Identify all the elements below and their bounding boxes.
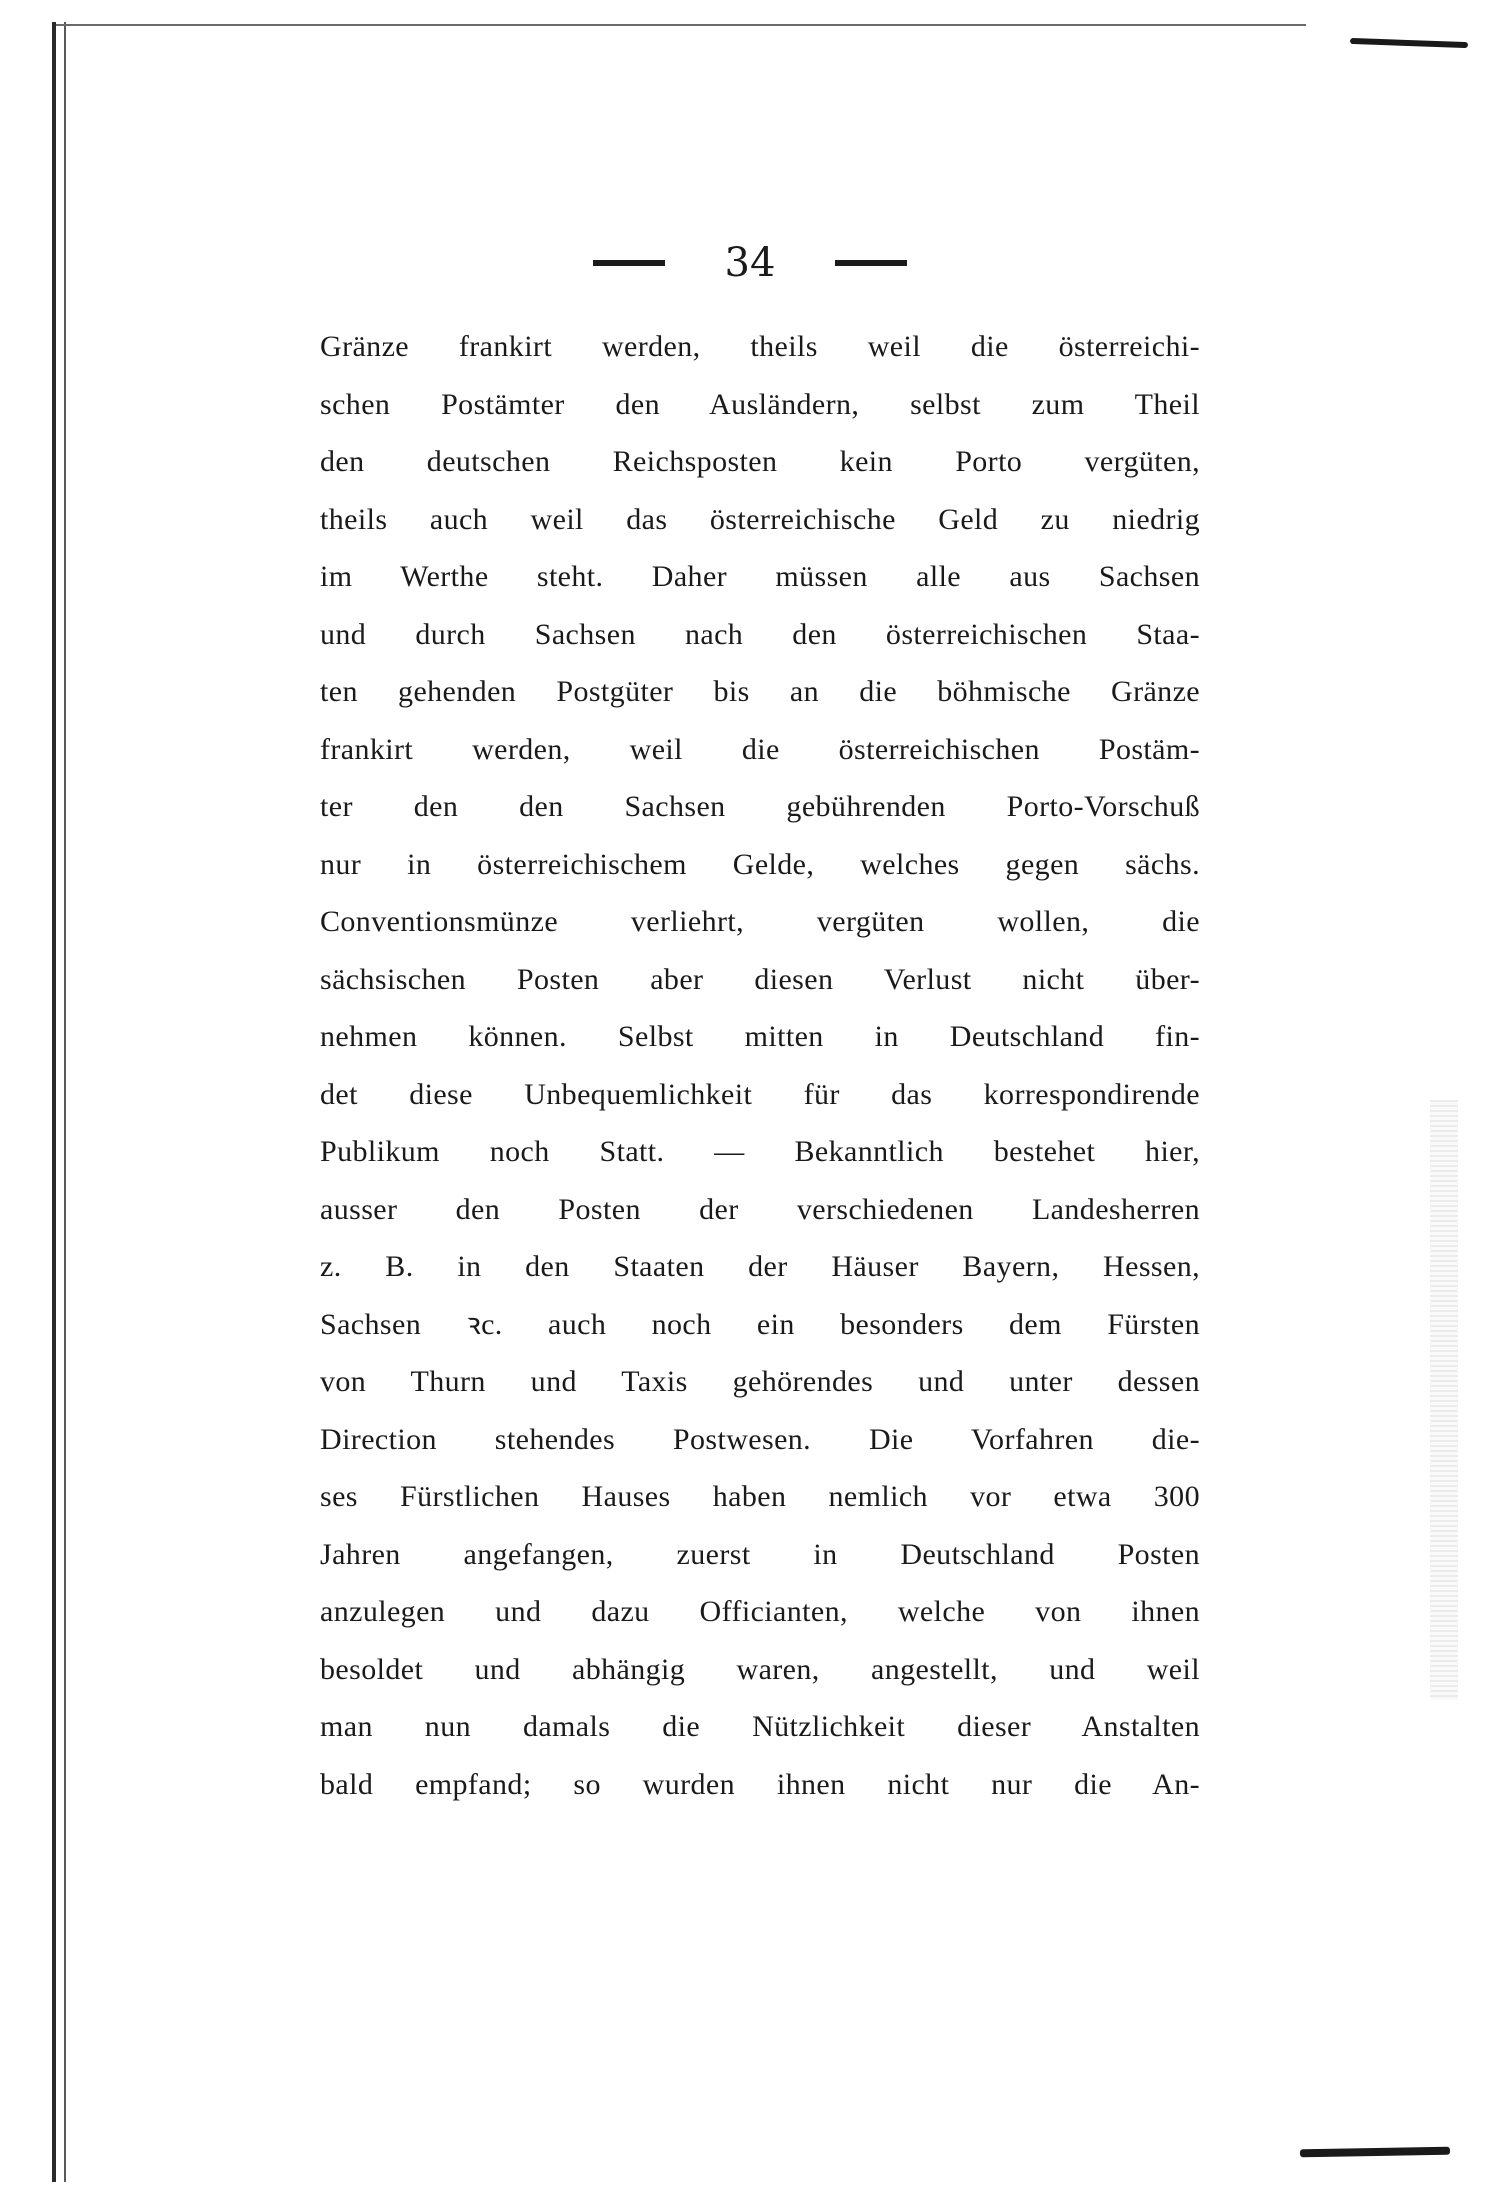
text-line: den deutschen Reichsposten kein Porto vergüten,: [320, 445, 1200, 478]
text-line: Direction stehendes Postwesen. Die Vorfahren die-: [320, 1422, 1200, 1456]
text-line: theils auch weil das österreichische Geld zu niedrig: [320, 502, 1200, 536]
text-line: Gränze frankirt werden, theils weil die österreichi-: [320, 330, 1200, 363]
text-line: Sachsen ꝛc. auch noch ein besonders dem Fürsten: [320, 1307, 1200, 1341]
page-header: [540, 228, 960, 298]
text-line: Conventionsmünze verliehrt, vergüten wollen, die: [320, 905, 1200, 938]
body-text: [320, 318, 1200, 1813]
header-dash-right: [835, 260, 907, 266]
text-line: bald empfand; so wurden ihnen nicht nur die An-: [320, 1767, 1200, 1801]
text-line: anzulegen und dazu Officianten, welche von ihnen: [320, 1595, 1200, 1628]
text-line: Publikum noch Statt. — Bekanntlich bestehet hier,: [320, 1135, 1200, 1168]
scan-noise-strip: [1430, 1100, 1458, 1700]
text-line: det diese Unbequemlichkeit für das korrespondirende: [320, 1077, 1200, 1111]
text-line: ses Fürstlichen Hauses haben nemlich vor etwa 300: [320, 1480, 1200, 1513]
text-line: besoldet und abhängig waren, angestellt, und weil: [320, 1652, 1200, 1686]
bottom-right-scan-mark: [1300, 2147, 1450, 2158]
page-number: 34: [724, 240, 776, 286]
binding-edge-inner: [64, 22, 66, 2182]
text-line: ten gehenden Postgüter bis an die böhmische Gränze: [320, 675, 1200, 708]
text-line: frankirt werden, weil die österreichischen Postäm-: [320, 732, 1200, 766]
text-line: nur in österreichischem Gelde, welches gegen sächs.: [320, 847, 1200, 881]
text-line: man nun damals die Nützlichkeit dieser Anstalten: [320, 1710, 1200, 1743]
top-right-scan-mark: [1350, 38, 1468, 48]
text-line: ter den den Sachsen gebührenden Porto-Vorschuß: [320, 790, 1200, 823]
binding-edge: [52, 22, 56, 2182]
text-line: schen Postämter den Ausländern, selbst zum Theil: [320, 387, 1200, 421]
text-line: und durch Sachsen nach den österreichischen Staa-: [320, 617, 1200, 651]
text-line: Jahren angefangen, zuerst in Deutschland Posten: [320, 1537, 1200, 1571]
header-dash-left: [593, 260, 665, 266]
text-line: ausser den Posten der verschiedenen Landesherren: [320, 1192, 1200, 1226]
text-line: im Werthe steht. Daher müssen alle aus Sachsen: [320, 560, 1200, 593]
text-line: von Thurn und Taxis gehörendes und unter dessen: [320, 1365, 1200, 1398]
page-top-edge: [56, 24, 1306, 26]
text-line: nehmen können. Selbst mitten in Deutschland fin-: [320, 1020, 1200, 1053]
text-line: sächsischen Posten aber diesen Verlust nicht über-: [320, 962, 1200, 996]
text-line: z. B. in den Staaten der Häuser Bayern, Hessen,: [320, 1250, 1200, 1283]
